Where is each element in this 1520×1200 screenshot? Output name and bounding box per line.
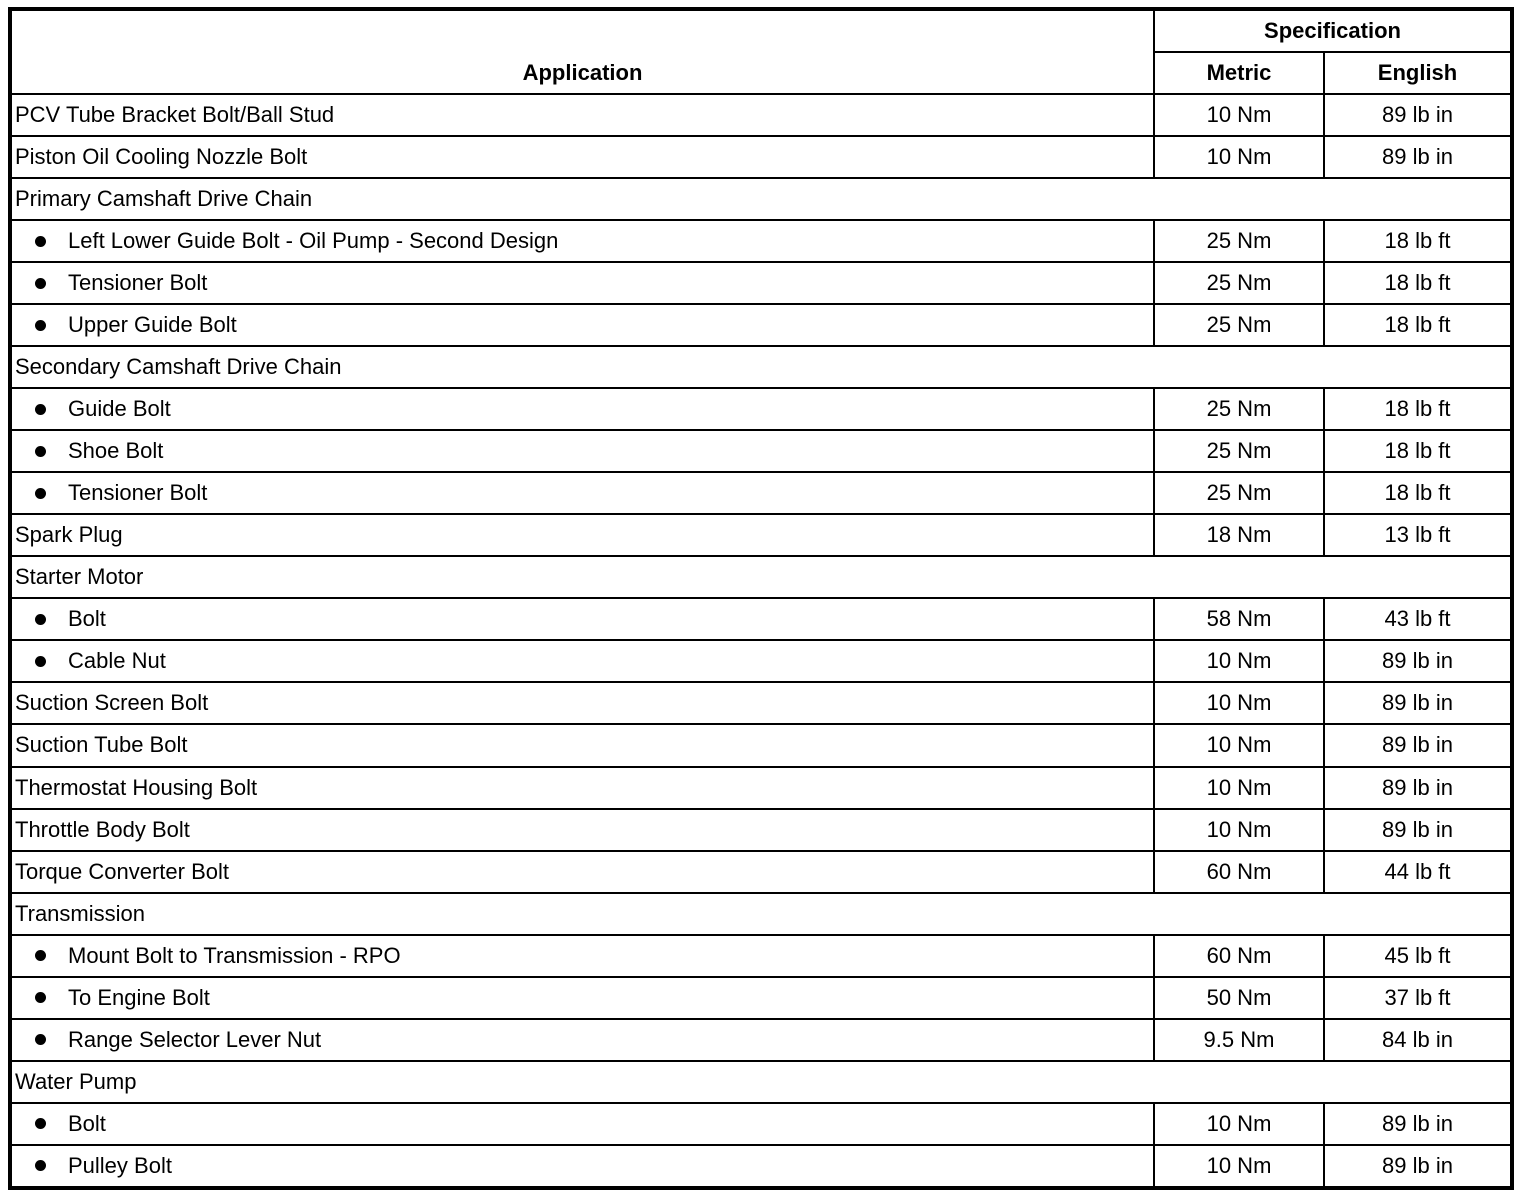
application-label: Pulley Bolt [68, 1152, 172, 1178]
table-row [10, 767, 1512, 809]
metric-value-cell: 10 Nm [1154, 94, 1324, 136]
table-row [10, 598, 1512, 640]
application-cell [10, 388, 1154, 430]
section-label: Starter Motor [15, 564, 144, 590]
application-label-wrap [12, 690, 1153, 716]
english-value-cell: 18 lb ft [1324, 472, 1512, 514]
application-cell [10, 304, 1154, 346]
section-cell [10, 178, 1512, 220]
bullet-icon [35, 488, 46, 499]
metric-value-cell: 10 Nm [1154, 767, 1324, 809]
bullet-icon [35, 446, 46, 457]
application-label-wrap [12, 943, 1153, 969]
table-row [10, 136, 1512, 178]
application-cell [10, 935, 1154, 977]
application-cell [10, 767, 1154, 809]
table-row [10, 640, 1512, 682]
english-value-cell: 18 lb ft [1324, 262, 1512, 304]
application-cell [10, 1019, 1154, 1061]
table-row [10, 430, 1512, 472]
section-label: Primary Camshaft Drive Chain [15, 186, 313, 212]
english-value-cell: 43 lb ft [1324, 598, 1512, 640]
english-value-cell: 84 lb in [1324, 1019, 1512, 1061]
table-row [10, 935, 1512, 977]
english-value-cell: 89 lb in [1324, 682, 1512, 724]
section-cell [10, 346, 1512, 388]
table-row [10, 388, 1512, 430]
application-cell [10, 220, 1154, 262]
application-label-wrap [12, 480, 1153, 506]
table-row [10, 1103, 1512, 1145]
metric-value-cell: 9.5 Nm [1154, 1019, 1324, 1061]
table-row [10, 977, 1512, 1019]
english-value-cell: 89 lb in [1324, 94, 1512, 136]
application-label: Suction Screen Bolt [15, 690, 209, 716]
metric-value-cell: 10 Nm [1154, 640, 1324, 682]
application-label: Spark Plug [15, 522, 123, 548]
bullet-icon [35, 992, 46, 1003]
bullet-icon [35, 1160, 46, 1171]
bullet-icon [35, 614, 46, 625]
bullet-icon [35, 236, 46, 247]
english-value-cell: 13 lb ft [1324, 514, 1512, 556]
english-header: English [1324, 52, 1512, 94]
section-label: Transmission [15, 900, 145, 926]
table-row [10, 94, 1512, 136]
english-value-cell: 18 lb ft [1324, 388, 1512, 430]
metric-value-cell: 50 Nm [1154, 977, 1324, 1019]
application-label: Throttle Body Bolt [15, 816, 190, 842]
metric-value-cell: 10 Nm [1154, 724, 1324, 766]
table-row [10, 724, 1512, 766]
application-label: Shoe Bolt [68, 438, 164, 464]
application-label: Guide Bolt [68, 396, 171, 422]
english-value-cell: 89 lb in [1324, 136, 1512, 178]
bullet-icon [35, 950, 46, 961]
english-value-cell: 89 lb in [1324, 1145, 1512, 1188]
application-label: Torque Converter Bolt [15, 858, 229, 884]
application-label-wrap [12, 102, 1153, 128]
english-value-cell: 89 lb in [1324, 640, 1512, 682]
application-label: Suction Tube Bolt [15, 732, 188, 758]
bullet-icon [35, 320, 46, 331]
application-label-wrap [12, 817, 1153, 843]
table-row [10, 809, 1512, 851]
section-row [10, 346, 1512, 388]
application-label: Tensioner Bolt [68, 480, 208, 506]
application-label-wrap [12, 228, 1153, 254]
application-label-wrap [12, 732, 1153, 758]
spec-table-body [10, 94, 1512, 1188]
table-row [10, 304, 1512, 346]
metric-value-cell: 25 Nm [1154, 220, 1324, 262]
section-row [10, 893, 1512, 935]
table-row [10, 262, 1512, 304]
metric-value-cell: 10 Nm [1154, 682, 1324, 724]
application-label-wrap [12, 438, 1153, 464]
application-cell [10, 977, 1154, 1019]
application-label: PCV Tube Bracket Bolt/Ball Stud [15, 102, 335, 128]
application-cell [10, 94, 1154, 136]
application-label-wrap [12, 1027, 1153, 1053]
english-value-cell: 89 lb in [1324, 767, 1512, 809]
metric-value-cell: 25 Nm [1154, 304, 1324, 346]
application-label: To Engine Bolt [68, 984, 210, 1010]
application-label: Piston Oil Cooling Nozzle Bolt [15, 144, 308, 170]
specification-header: Specification [1154, 9, 1512, 52]
bullet-icon [35, 1034, 46, 1045]
application-label: Upper Guide Bolt [68, 312, 237, 338]
application-label-wrap [12, 1111, 1153, 1137]
application-label-wrap [12, 270, 1153, 296]
section-label: Secondary Camshaft Drive Chain [15, 354, 342, 380]
section-cell [10, 556, 1512, 598]
application-label: Bolt [68, 606, 106, 632]
english-value-cell: 44 lb ft [1324, 851, 1512, 893]
metric-value-cell: 10 Nm [1154, 1145, 1324, 1188]
application-label-wrap [12, 775, 1153, 801]
application-cell [10, 682, 1154, 724]
metric-value-cell: 60 Nm [1154, 935, 1324, 977]
application-label-wrap [12, 648, 1153, 674]
metric-value-cell: 25 Nm [1154, 472, 1324, 514]
metric-value-cell: 25 Nm [1154, 430, 1324, 472]
metric-value-cell: 25 Nm [1154, 388, 1324, 430]
table-row [10, 220, 1512, 262]
metric-header: Metric [1154, 52, 1324, 94]
application-label: Range Selector Lever Nut [68, 1026, 322, 1052]
table-row [10, 682, 1512, 724]
table-row [10, 472, 1512, 514]
section-cell [10, 1061, 1512, 1103]
application-cell [10, 136, 1154, 178]
application-label-wrap [12, 985, 1153, 1011]
english-value-cell: 37 lb ft [1324, 977, 1512, 1019]
section-row [10, 1061, 1512, 1103]
table-row [10, 851, 1512, 893]
section-cell [10, 893, 1512, 935]
application-label-wrap [12, 606, 1153, 632]
header-row-1 [10, 9, 1512, 52]
application-cell [10, 472, 1154, 514]
bullet-icon [35, 404, 46, 415]
application-label: Tensioner Bolt [68, 270, 208, 296]
section-label: Water Pump [15, 1068, 137, 1094]
application-label-wrap [12, 1153, 1153, 1179]
english-value-cell: 89 lb in [1324, 1103, 1512, 1145]
table-row [10, 1019, 1512, 1061]
application-label-wrap [12, 859, 1153, 885]
metric-value-cell: 10 Nm [1154, 809, 1324, 851]
application-cell [10, 640, 1154, 682]
english-value-cell: 18 lb ft [1324, 304, 1512, 346]
english-value-cell: 45 lb ft [1324, 935, 1512, 977]
application-label: Thermostat Housing Bolt [15, 774, 258, 800]
application-cell [10, 809, 1154, 851]
english-value-cell: 89 lb in [1324, 724, 1512, 766]
application-label-wrap [12, 522, 1153, 548]
application-cell [10, 430, 1154, 472]
bullet-icon [35, 278, 46, 289]
application-label: Mount Bolt to Transmission - RPO [68, 942, 401, 968]
application-cell [10, 514, 1154, 556]
application-label-wrap [12, 144, 1153, 170]
application-label-wrap [12, 396, 1153, 422]
metric-value-cell: 10 Nm [1154, 136, 1324, 178]
application-label: Bolt [68, 1110, 106, 1136]
metric-value-cell: 18 Nm [1154, 514, 1324, 556]
english-value-cell: 18 lb ft [1324, 220, 1512, 262]
torque-specifications-table [8, 7, 1514, 1190]
metric-value-cell: 10 Nm [1154, 1103, 1324, 1145]
section-row [10, 178, 1512, 220]
metric-value-cell: 25 Nm [1154, 262, 1324, 304]
application-cell [10, 1145, 1154, 1188]
english-value-cell: 89 lb in [1324, 809, 1512, 851]
application-label: Left Lower Guide Bolt - Oil Pump - Second Design [68, 228, 559, 254]
table-row [10, 514, 1512, 556]
application-cell [10, 262, 1154, 304]
application-header: Application [10, 9, 1154, 94]
application-cell [10, 724, 1154, 766]
application-label: Cable Nut [68, 648, 166, 674]
table-header [10, 9, 1512, 94]
application-cell [10, 851, 1154, 893]
english-value-cell: 18 lb ft [1324, 430, 1512, 472]
application-cell [10, 598, 1154, 640]
bullet-icon [35, 656, 46, 667]
section-row [10, 556, 1512, 598]
metric-value-cell: 58 Nm [1154, 598, 1324, 640]
application-label-wrap [12, 312, 1153, 338]
metric-value-cell: 60 Nm [1154, 851, 1324, 893]
table-row [10, 1145, 1512, 1188]
application-cell [10, 1103, 1154, 1145]
bullet-icon [35, 1118, 46, 1129]
